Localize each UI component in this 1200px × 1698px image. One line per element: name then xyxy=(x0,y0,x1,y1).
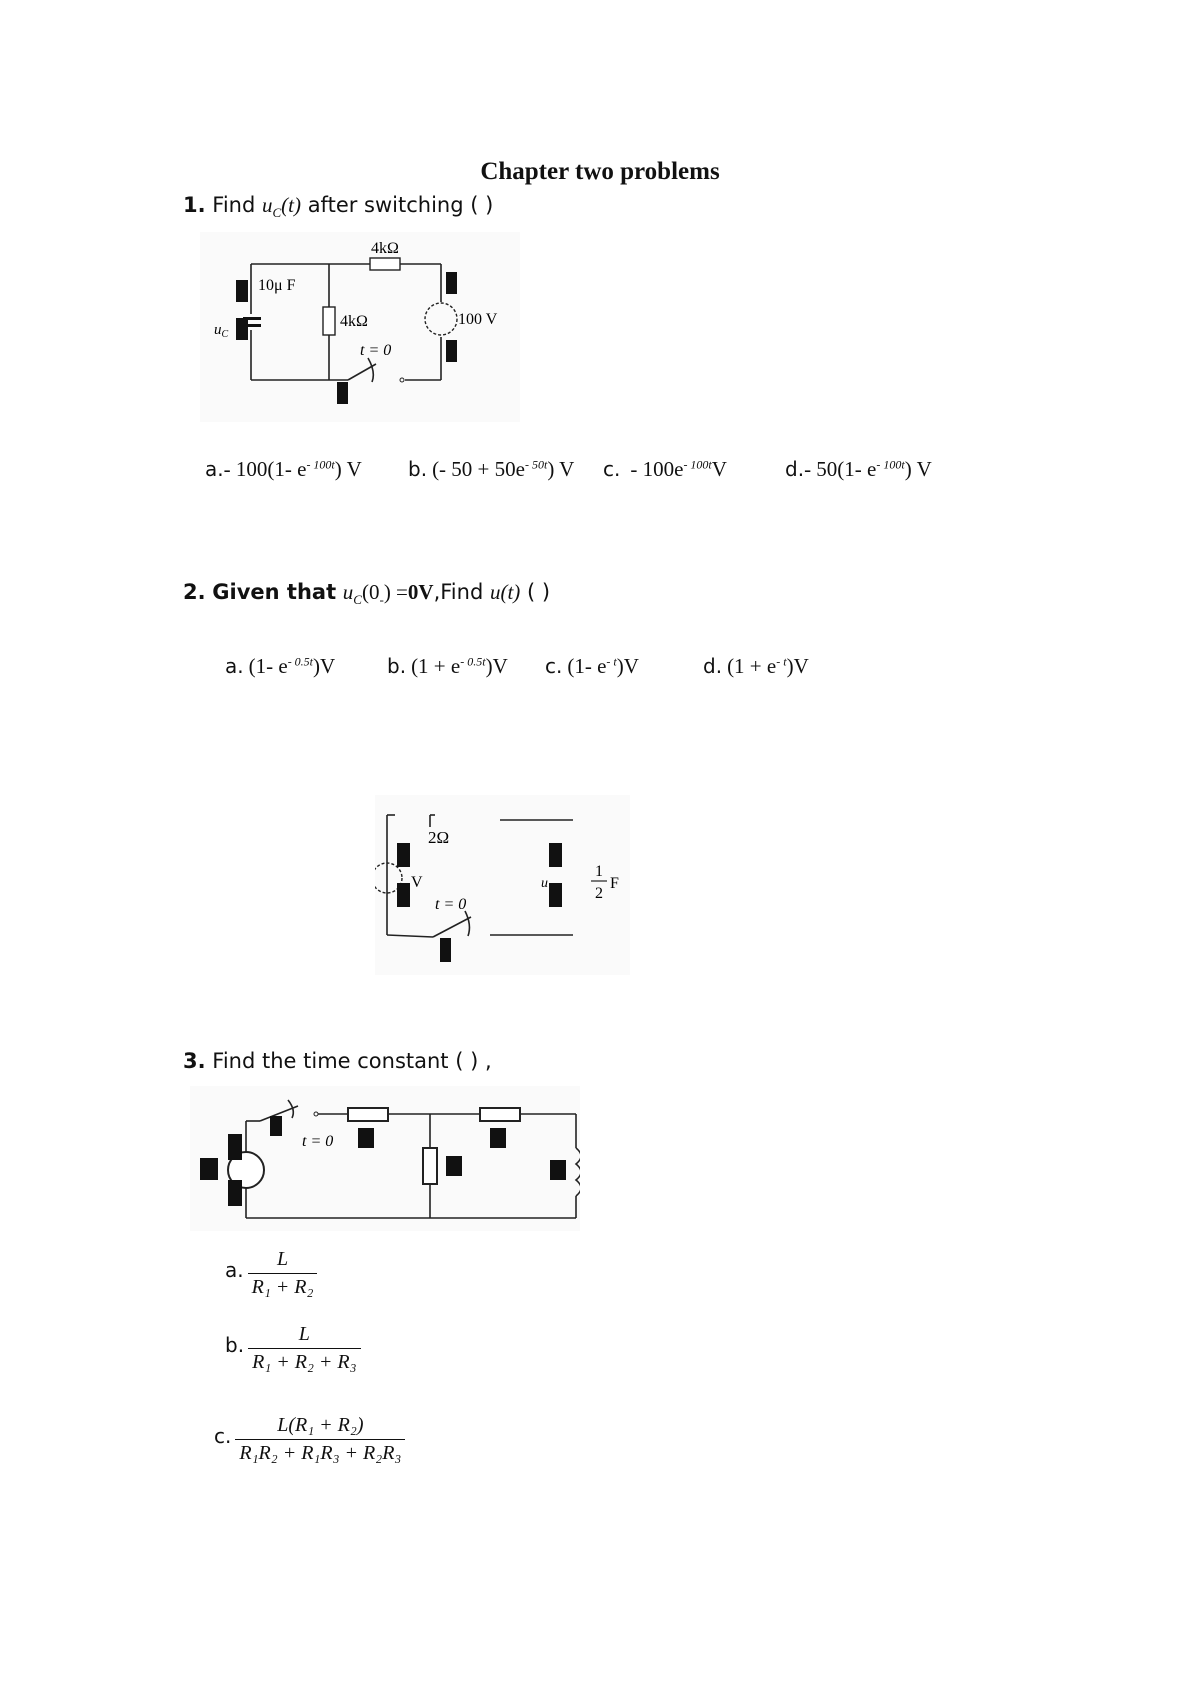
option-label: c. xyxy=(214,1424,232,1449)
switch-label: t = 0 xyxy=(435,896,467,913)
voltage-label: u xyxy=(541,876,548,891)
question-text: Find xyxy=(212,193,256,217)
fraction: $\frac{L}{\text{R₁ + R₂ + R₃}}$ xyxy=(248,1323,361,1374)
answer-option-b[interactable] xyxy=(225,1323,361,1374)
question-2 xyxy=(183,580,550,608)
answer-option-a[interactable]: a. (1- $e^{- 0.5t})V$ xyxy=(225,654,336,678)
question-text: after switching ( ) xyxy=(307,193,494,217)
option-label: b. xyxy=(225,1333,245,1358)
page-title: Chapter two problems xyxy=(480,158,720,185)
capacitor-denominator: 2 xyxy=(595,885,603,902)
variable: $u_C(t)$ xyxy=(262,193,301,221)
question-1 xyxy=(183,193,493,221)
variable: $u_C$ xyxy=(342,580,362,608)
question-text: ,Find xyxy=(433,580,484,604)
capacitor-unit: F xyxy=(610,875,619,892)
capacitor-numerator: 1 xyxy=(595,863,603,880)
voltage-label: $u_C$ xyxy=(214,322,229,340)
capacitor-label: 10μ F xyxy=(258,277,296,294)
question-text: ( ) xyxy=(526,580,551,604)
answer-option-c[interactable]: c. - $100e^{- 100t}V$ xyxy=(603,457,727,481)
answer-option-b[interactable]: b. (- $50 + 50e^{- 50t}$) V xyxy=(408,457,575,481)
circuit-diagram-1 xyxy=(200,232,520,422)
circuit-diagram-3 xyxy=(190,1086,580,1231)
initial-condition: $(0_-)$ = xyxy=(361,580,408,608)
question-number: 2. xyxy=(183,580,206,604)
source-label: 100 V xyxy=(458,311,498,328)
variable: u(t) xyxy=(489,580,521,604)
answer-option-c[interactable] xyxy=(214,1414,405,1465)
circuit-diagram-2 xyxy=(375,795,630,975)
value: 0V xyxy=(407,580,434,604)
answer-option-c[interactable]: c. (1- $e^{- t})V$ xyxy=(545,654,639,678)
switch-label: t = 0 xyxy=(360,342,392,359)
answer-option-a[interactable]: a.- 100(1- $e^{- 100t}$) V xyxy=(205,457,362,481)
answer-option-b[interactable]: b. $(1 + e^{- 0.5t})V$ xyxy=(387,654,508,678)
question-number: 1. xyxy=(183,193,206,217)
question-number: 3. xyxy=(183,1049,206,1073)
fraction: $\frac{\text{L(R₁ + R₂)}}{\text{R₁R₂ + R₁R₃ + R₂R₃}}$ xyxy=(235,1414,405,1465)
question-text: Given that xyxy=(212,580,337,604)
question-text: Find the time constant ( ) , xyxy=(212,1049,492,1073)
resistor-label: 4kΩ xyxy=(371,240,399,257)
fraction: $\frac{L}{\text{R₁ + R₂}}$ xyxy=(248,1248,318,1299)
source-label: V xyxy=(411,874,423,891)
answer-option-d[interactable]: d. $(1 + e^{- t})V$ xyxy=(703,654,809,678)
resistor-label: 4kΩ xyxy=(340,313,368,330)
option-label: a. xyxy=(225,1258,244,1283)
answer-option-a[interactable] xyxy=(225,1248,317,1299)
question-3 xyxy=(183,1049,492,1073)
switch-label: t = 0 xyxy=(302,1133,334,1150)
answer-option-d[interactable]: d.- 50(1- $e^{- 100t}$) V xyxy=(785,457,932,481)
resistor-label: 2Ω xyxy=(428,828,450,847)
